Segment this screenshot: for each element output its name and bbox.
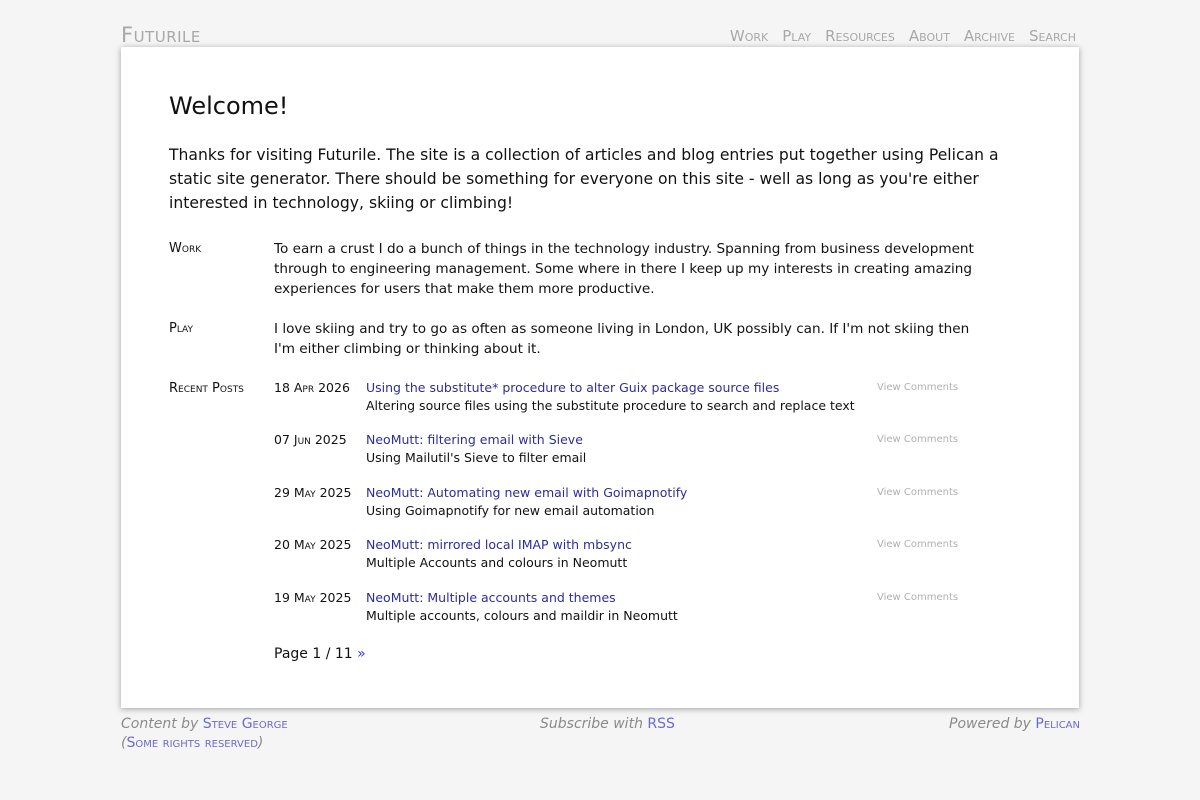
post-summary: Using Mailutil's Sieve to filter email bbox=[366, 450, 587, 465]
post-summary: Multiple accounts, colours and maildir in Neomutt bbox=[366, 608, 678, 623]
footer-rights bbox=[121, 734, 263, 753]
rss-link[interactable]: RSS bbox=[647, 716, 675, 732]
nav-work[interactable]: Work bbox=[729, 27, 769, 45]
post-title-link[interactable]: Using the substitute* procedure to alter Guix package source files bbox=[366, 380, 780, 395]
view-comments-link[interactable]: View Comments bbox=[877, 539, 959, 550]
view-comments-link[interactable]: View Comments bbox=[877, 487, 959, 498]
post-date: 19 May 2025 bbox=[274, 590, 352, 605]
section-body-play: I love skiing and try to go as often as someone living in London, UK possibly can. If I'm not skiing then I'm either climbing or thinking about it. bbox=[274, 321, 970, 357]
next-page-link[interactable]: » bbox=[357, 646, 366, 662]
site-footer bbox=[121, 715, 1080, 755]
footer-content-by bbox=[121, 715, 288, 734]
rights-close-paren: ) bbox=[257, 735, 264, 751]
view-comments-link[interactable]: View Comments bbox=[877, 592, 959, 603]
recent-post-item bbox=[274, 380, 974, 420]
post-summary: Using Goimapnotify for new email automation bbox=[366, 503, 655, 518]
section-body-work: To earn a crust I do a bunch of things in the technology industry. Spanning from business development through to engineering management. Some where in there I keep up my interests in creating amazing experiences for users that make them more productive. bbox=[274, 241, 974, 297]
powered-by-label: Powered by bbox=[949, 716, 1031, 732]
section-label-recent-posts: Recent Posts bbox=[169, 381, 244, 396]
recent-post-item bbox=[274, 590, 974, 630]
post-title-link[interactable]: NeoMutt: Multiple accounts and themes bbox=[366, 590, 616, 605]
nav-archive[interactable]: Archive bbox=[963, 27, 1015, 45]
recent-post-item bbox=[274, 537, 974, 577]
author-link[interactable]: Steve George bbox=[202, 716, 288, 732]
main-content-card bbox=[121, 47, 1079, 708]
pelican-link[interactable]: Pelican bbox=[1035, 716, 1080, 732]
nav-play[interactable]: Play bbox=[782, 27, 812, 45]
site-title-link[interactable]: Futurile bbox=[121, 23, 201, 47]
page-indicator: Page 1 / 11 bbox=[274, 646, 353, 662]
view-comments-link[interactable]: View Comments bbox=[877, 434, 959, 445]
intro-paragraph: Thanks for visiting Futurile. The site is a collection of articles and blog entries put together using Pelican a static site generator. There should be something for everyone on this site - well as long as you're either interested in technology, skiing or climbing! bbox=[169, 146, 999, 212]
site-header bbox=[121, 20, 1080, 47]
post-title-link[interactable]: NeoMutt: filtering email with Sieve bbox=[366, 432, 583, 447]
post-date: 29 May 2025 bbox=[274, 485, 352, 500]
nav-resources[interactable]: Resources bbox=[825, 27, 895, 45]
main-nav bbox=[730, 25, 1076, 47]
pagination bbox=[274, 644, 366, 664]
nav-about[interactable]: About bbox=[908, 27, 950, 45]
post-summary: Multiple Accounts and colours in Neomutt bbox=[366, 555, 628, 570]
post-summary: Altering source files using the substitute procedure to search and replace text bbox=[366, 398, 855, 413]
subscribe-label: Subscribe with bbox=[540, 716, 643, 732]
view-comments-link[interactable]: View Comments bbox=[877, 382, 959, 393]
post-date: 07 Jun 2025 bbox=[274, 432, 347, 447]
post-date: 18 Apr 2026 bbox=[274, 380, 350, 395]
section-label-work: Work bbox=[169, 241, 202, 256]
section-label-play: Play bbox=[169, 321, 194, 336]
rights-link[interactable]: Some rights reserved bbox=[126, 735, 258, 751]
page-title: Welcome! bbox=[169, 92, 289, 120]
nav-search[interactable]: Search bbox=[1028, 27, 1076, 45]
recent-post-item bbox=[274, 432, 974, 472]
recent-post-item bbox=[274, 485, 974, 525]
post-title-link[interactable]: NeoMutt: mirrored local IMAP with mbsync bbox=[366, 537, 632, 552]
post-date: 20 May 2025 bbox=[274, 537, 352, 552]
content-by-label: Content by bbox=[121, 716, 199, 732]
rights-open-paren: ( bbox=[121, 735, 127, 751]
footer-subscribe bbox=[540, 715, 675, 734]
post-title-link[interactable]: NeoMutt: Automating new email with Goimapnotify bbox=[366, 485, 688, 500]
footer-powered-by bbox=[949, 715, 1080, 734]
